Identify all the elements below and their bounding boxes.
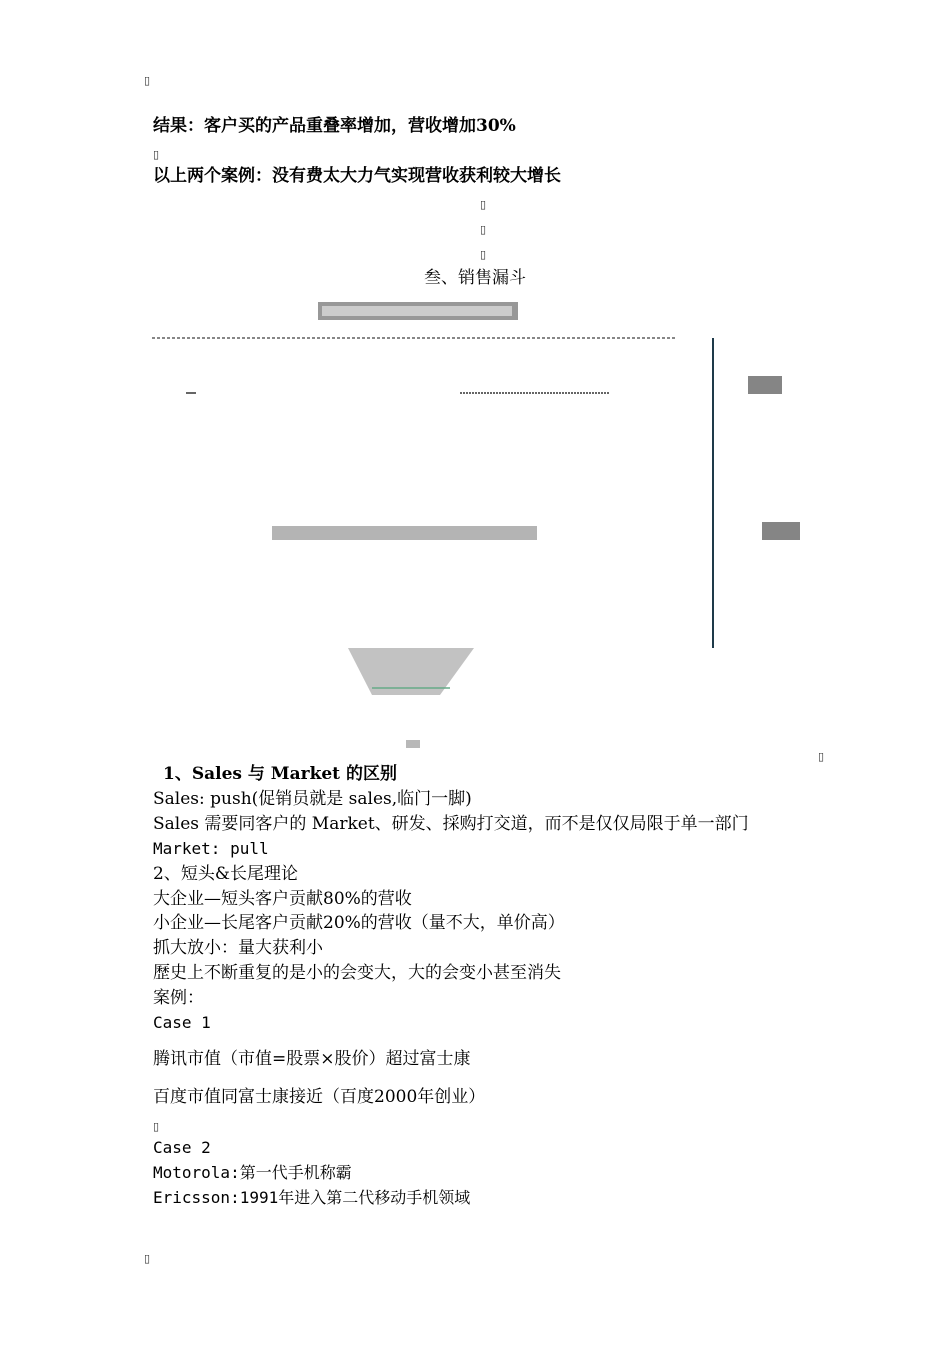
paragraph-mark: ▯ bbox=[480, 248, 487, 261]
small-enterprise-line: 小企业—长尾客户贡献20%的营收（量不大，单价高） bbox=[153, 913, 565, 933]
sales-funnel-figure bbox=[150, 290, 830, 760]
paragraph-mark: ▯ bbox=[480, 223, 487, 236]
market-pull-line: Market: pull bbox=[153, 839, 269, 858]
paragraph-mark: ▯ bbox=[153, 1120, 160, 1133]
cases-label: 案例： bbox=[153, 988, 204, 1008]
big-enterprise-line: 大企业—短头客户贡献80%的营收 bbox=[153, 889, 412, 909]
history-line: 歷史上不断重复的是小的会变大，大的会变小甚至消失 bbox=[153, 963, 561, 983]
figure-funnel-band bbox=[272, 526, 537, 540]
case1-tencent-line: 腾讯市值（市值=股票×股价）超过富士康 bbox=[153, 1049, 471, 1069]
case1-baidu-line: 百度市值同富士康接近（百度2000年创业） bbox=[153, 1087, 486, 1107]
paragraph-mark: ▯ bbox=[144, 74, 151, 87]
sales-push-line: Sales: push(促销员就是 sales,临门一脚) bbox=[153, 789, 472, 809]
result-line: 结果：客户买的产品重叠率增加，营收增加30% bbox=[153, 116, 516, 136]
funnel-graphic bbox=[150, 290, 830, 760]
paragraph-mark: ▯ bbox=[818, 750, 825, 763]
section2-title: 2、短头&长尾理论 bbox=[153, 864, 298, 884]
sales-note-line: Sales 需要同客户的 Market、研发、採购打交道，而不是仅仅局限于单一部门 bbox=[153, 814, 749, 834]
paragraph-mark: ▯ bbox=[480, 198, 487, 211]
section1-title: 1、Sales 与 Market 的区别 bbox=[163, 764, 397, 784]
case2-motorola-line: Motorola:第一代手机称霸 bbox=[153, 1163, 352, 1182]
paragraph-mark: ▯ bbox=[144, 1252, 151, 1265]
section-title: 叁、销售漏斗 bbox=[424, 268, 526, 288]
paragraph-mark: ▯ bbox=[153, 148, 160, 161]
summary-line: 以上两个案例：没有费太大力气实现营收获利较大增长 bbox=[153, 166, 561, 186]
grab-big-line: 抓大放小：量大获利小 bbox=[153, 938, 323, 958]
case2-ericsson-line: Ericsson:1991年进入第二代移动手机领域 bbox=[153, 1188, 471, 1207]
figure-label-noise bbox=[748, 376, 782, 394]
case2-label: Case 2 bbox=[153, 1138, 211, 1157]
figure-funnel-tip bbox=[406, 740, 420, 748]
figure-label-noise bbox=[762, 522, 800, 540]
figure-title-noise-inner bbox=[322, 306, 512, 316]
case1-label: Case 1 bbox=[153, 1013, 211, 1032]
